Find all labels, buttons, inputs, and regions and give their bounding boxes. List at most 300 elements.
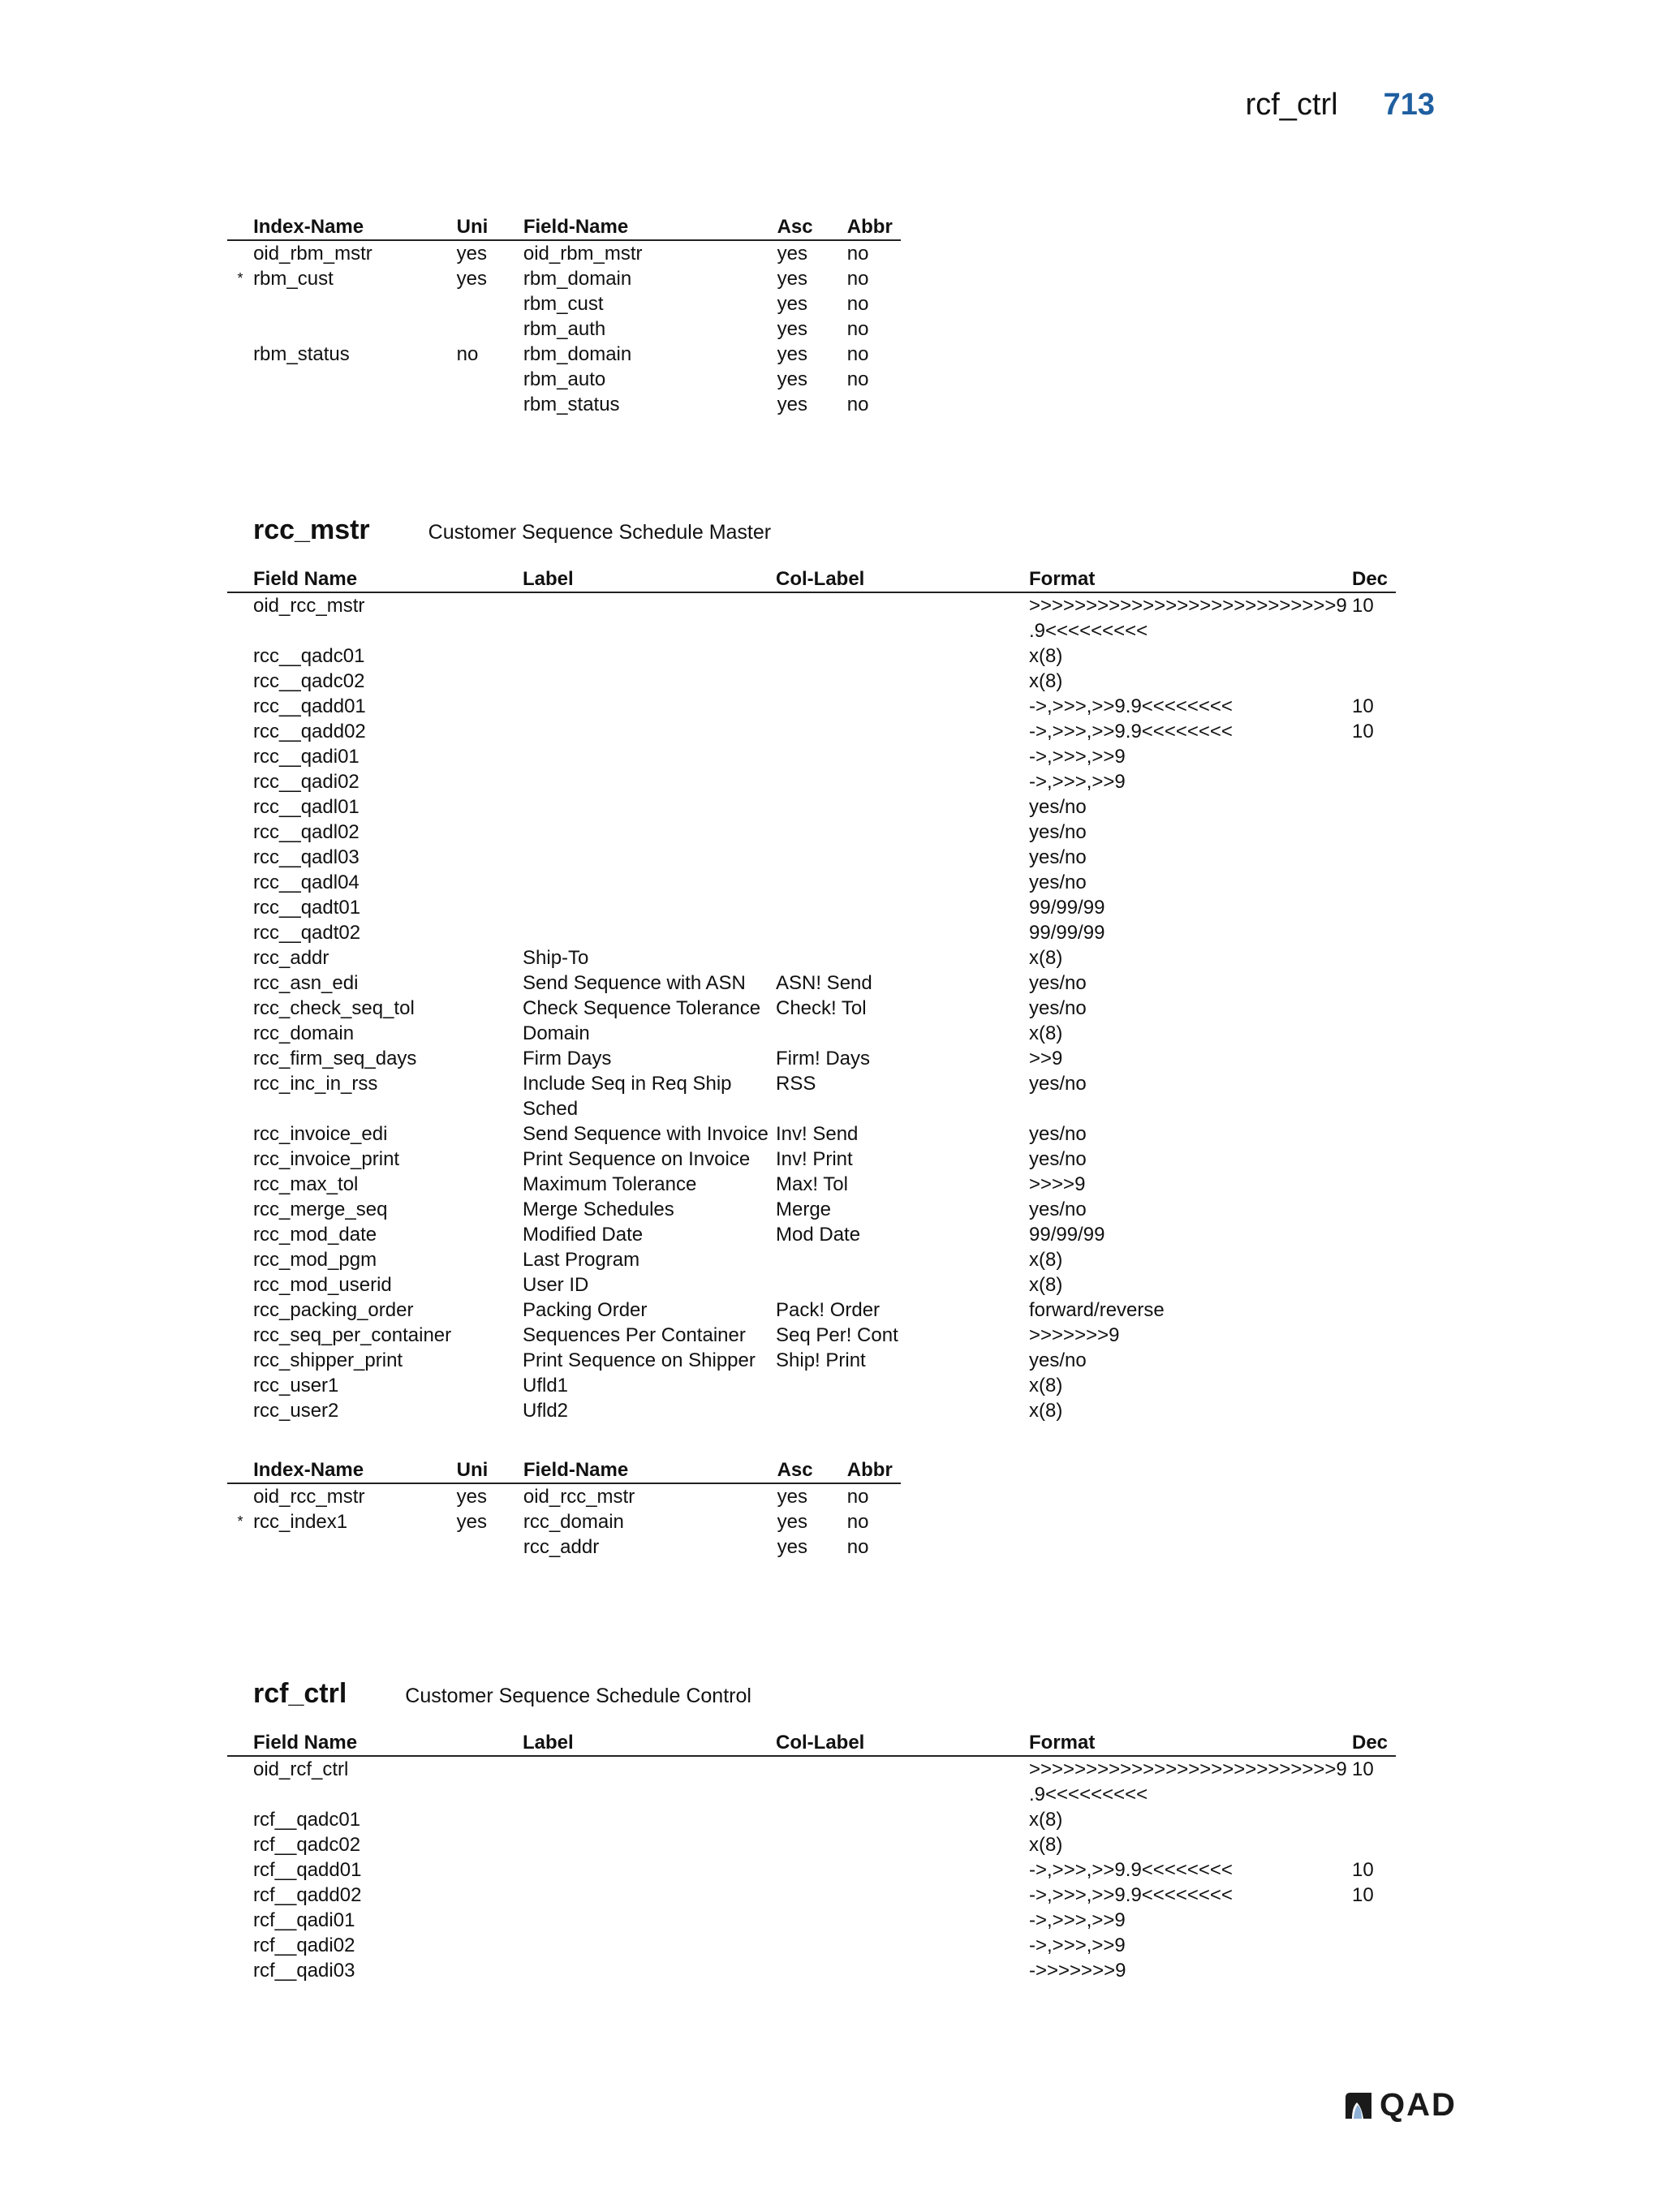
- marker-cell: [227, 1908, 253, 1933]
- format-cell: [1029, 592, 1352, 643]
- abbreviated-cell: no: [846, 368, 869, 390]
- col-label-cell: ASN! Send: [776, 972, 872, 994]
- marker-cell: [227, 719, 253, 744]
- column-header: Format: [1029, 566, 1352, 592]
- logo-text: QAD: [1380, 2087, 1457, 2123]
- format-text: ->,>>>,>>9: [1029, 1934, 1126, 1956]
- field-name-cell: rcc__qadd02: [253, 721, 366, 742]
- format-cell: [1029, 1046, 1352, 1071]
- format-text-continued: .9<<<<<<<<<: [1029, 1784, 1148, 1805]
- format-text: ->,>>>,>>9.9<<<<<<<<: [1029, 1884, 1233, 1906]
- label-cell: [523, 1807, 776, 1832]
- label-cell: [523, 870, 776, 895]
- decimals-cell: [1352, 1046, 1396, 1071]
- table-row: [227, 694, 1396, 719]
- table-row: [227, 1348, 1396, 1373]
- label-cell: [523, 719, 776, 744]
- field-name-cell: rcf__qadi03: [253, 1960, 355, 1982]
- format-text: yes/no: [1029, 1349, 1087, 1371]
- field-name-cell: rcc__qadl04: [253, 871, 360, 893]
- format-text: >>9: [1029, 1048, 1063, 1069]
- index-name-cell: [253, 392, 457, 417]
- table-row: [227, 1832, 1396, 1857]
- table-row: [227, 1172, 1396, 1197]
- marker-header: [227, 1730, 253, 1756]
- col-label-cell: [776, 1021, 1029, 1046]
- decimals-cell: [1352, 920, 1396, 945]
- format-text: x(8): [1029, 947, 1063, 969]
- col-label-cell: [776, 1857, 1029, 1883]
- format-cell: [1029, 1272, 1352, 1298]
- format-text: x(8): [1029, 670, 1063, 692]
- format-cell: [1029, 1756, 1352, 1807]
- col-label-cell: Pack! Order: [776, 1299, 881, 1321]
- field-name-cell: rcc_user2: [253, 1400, 339, 1422]
- ascending-cell: yes: [777, 268, 807, 290]
- decimals-cell: [1352, 1323, 1396, 1348]
- marker-header: [227, 566, 253, 592]
- field-name-cell: oid_rbm_mstr: [523, 243, 643, 265]
- decimals-cell: [1352, 669, 1396, 694]
- format-text: yes/no: [1029, 821, 1087, 843]
- index-table-rbm: [227, 214, 901, 417]
- marker-cell: [227, 1958, 253, 1983]
- label-cell: [523, 1908, 776, 1933]
- marker-cell: [227, 1172, 253, 1197]
- field-name-cell: rcc__qadc01: [253, 645, 365, 667]
- format-text: yes/no: [1029, 1148, 1087, 1170]
- abbreviated-cell: no: [846, 1511, 869, 1533]
- table-row: [227, 669, 1396, 694]
- qad-logo: [1342, 2087, 1457, 2124]
- format-cell: [1029, 1398, 1352, 1423]
- table-header-row: [227, 1457, 901, 1483]
- label-cell: Sequences Per Container: [523, 1324, 746, 1346]
- field-name-cell: rcc_check_seq_tol: [253, 997, 415, 1019]
- decimals-cell: [1352, 1807, 1396, 1832]
- format-text: >>>>9: [1029, 1173, 1086, 1195]
- format-text: forward/reverse: [1029, 1299, 1165, 1321]
- format-text: x(8): [1029, 645, 1063, 667]
- marker-cell: [227, 996, 253, 1021]
- col-label-cell: Firm! Days: [776, 1048, 870, 1069]
- col-label-cell: Mod Date: [776, 1224, 861, 1246]
- field-name-cell: rcc_addr: [523, 1536, 600, 1558]
- decimals-cell: [1352, 1398, 1396, 1423]
- marker-cell: [227, 1071, 253, 1121]
- field-name-cell: rcc_domain: [523, 1511, 624, 1533]
- ascending-cell: yes: [777, 368, 807, 390]
- label-cell: Send Sequence with ASN: [523, 972, 746, 994]
- col-label-cell: [776, 895, 1029, 920]
- field-name-cell: rbm_domain: [523, 268, 632, 290]
- decimals-cell: [1352, 1172, 1396, 1197]
- label-cell: [523, 895, 776, 920]
- label-cell: [523, 1756, 776, 1807]
- format-text: 99/99/99: [1029, 897, 1105, 919]
- table-title-rcf-ctrl: [253, 1678, 751, 1710]
- format-cell: [1029, 1323, 1352, 1348]
- marker-cell: [227, 1121, 253, 1147]
- table-row: [227, 643, 1396, 669]
- table-row: [227, 342, 901, 367]
- label-cell: [523, 1933, 776, 1958]
- format-text: yes/no: [1029, 871, 1087, 893]
- marker-cell: [227, 1373, 253, 1398]
- label-cell: [523, 1958, 776, 1983]
- label-cell: [523, 1832, 776, 1857]
- column-header: Col-Label: [776, 566, 1029, 592]
- table-row: [227, 1298, 1396, 1323]
- decimals-cell: 10: [1352, 595, 1374, 617]
- table-row: [227, 945, 1396, 970]
- primary-index-marker: [227, 342, 253, 367]
- decimals-cell: [1352, 1222, 1396, 1247]
- label-cell: [523, 769, 776, 794]
- marker-cell: [227, 920, 253, 945]
- col-label-cell: [776, 643, 1029, 669]
- table-row: [227, 1071, 1396, 1121]
- label-cell: Send Sequence with Invoice: [523, 1123, 769, 1145]
- marker-cell: [227, 1857, 253, 1883]
- marker-cell: [227, 1272, 253, 1298]
- abbreviated-cell: no: [846, 394, 869, 415]
- format-text: yes/no: [1029, 846, 1087, 868]
- marker-cell: [227, 1398, 253, 1423]
- field-name-cell: rcc_mod_pgm: [253, 1249, 377, 1271]
- label-cell: User ID: [523, 1274, 589, 1296]
- page-header: [1246, 88, 1435, 123]
- decimals-cell: [1352, 1348, 1396, 1373]
- decimals-cell: 10: [1352, 695, 1374, 717]
- decimals-cell: [1352, 1121, 1396, 1147]
- marker-cell: [227, 1348, 253, 1373]
- unique-cell: [457, 291, 523, 316]
- field-name-cell: rcc_max_tol: [253, 1173, 359, 1195]
- format-cell: [1029, 920, 1352, 945]
- format-text: x(8): [1029, 1375, 1063, 1396]
- table-description: Customer Sequence Schedule Master: [428, 521, 772, 544]
- format-cell: [1029, 1373, 1352, 1398]
- field-name-cell: rcc__qadd01: [253, 695, 366, 717]
- ascending-cell: yes: [777, 394, 807, 415]
- field-name-cell: oid_rcf_ctrl: [253, 1758, 349, 1780]
- label-cell: [523, 1883, 776, 1908]
- abbreviated-cell: no: [846, 318, 869, 340]
- format-text: x(8): [1029, 1834, 1063, 1856]
- abbreviated-cell: no: [846, 293, 869, 315]
- format-cell: [1029, 643, 1352, 669]
- unique-cell: [457, 316, 523, 342]
- decimals-cell: [1352, 643, 1396, 669]
- ascending-cell: yes: [777, 343, 807, 365]
- format-text: x(8): [1029, 1022, 1063, 1044]
- format-text: yes/no: [1029, 1073, 1087, 1095]
- decimals-cell: [1352, 1247, 1396, 1272]
- table-row: [227, 1883, 1396, 1908]
- format-text: yes/no: [1029, 1199, 1087, 1220]
- table-name: rcf_ctrl: [253, 1678, 347, 1709]
- table-row: [227, 392, 901, 417]
- decimals-cell: [1352, 820, 1396, 845]
- table-header-row: [227, 214, 901, 240]
- decimals-cell: [1352, 870, 1396, 895]
- ascending-cell: yes: [777, 1486, 807, 1508]
- column-header: Index-Name: [253, 1457, 457, 1483]
- table-row: [227, 996, 1396, 1021]
- marker-cell: [227, 643, 253, 669]
- table-row: [227, 1857, 1396, 1883]
- table-row: [227, 1933, 1396, 1958]
- col-label-cell: [776, 669, 1029, 694]
- format-cell: [1029, 945, 1352, 970]
- column-header: Asc: [777, 1457, 847, 1483]
- index-name-cell: oid_rbm_mstr: [253, 243, 372, 265]
- label-cell: Print Sequence on Shipper: [523, 1349, 756, 1371]
- format-text: ->,>>>,>>9: [1029, 1909, 1126, 1931]
- primary-index-marker: [227, 367, 253, 392]
- table-row: [227, 794, 1396, 820]
- marker-cell: [227, 970, 253, 996]
- format-cell: [1029, 895, 1352, 920]
- decimals-cell: [1352, 845, 1396, 870]
- format-text: ->,>>>,>>9.9<<<<<<<<: [1029, 695, 1233, 717]
- table-row: [227, 870, 1396, 895]
- field-name-cell: rcc_inc_in_rss: [253, 1073, 378, 1095]
- index-name-cell: oid_rcc_mstr: [253, 1486, 365, 1508]
- table-row: [227, 719, 1396, 744]
- unique-cell: [457, 1534, 523, 1560]
- table-row: [227, 820, 1396, 845]
- table-row: [227, 291, 901, 316]
- field-name-cell: rcc_mod_userid: [253, 1274, 392, 1296]
- format-text: yes/no: [1029, 796, 1087, 818]
- label-cell: Packing Order: [523, 1299, 648, 1321]
- format-cell: [1029, 744, 1352, 769]
- col-label-cell: [776, 694, 1029, 719]
- decimals-cell: [1352, 1832, 1396, 1857]
- format-text: x(8): [1029, 1249, 1063, 1271]
- format-cell: [1029, 1197, 1352, 1222]
- table-row: [227, 1147, 1396, 1172]
- decimals-cell: 10: [1352, 1859, 1374, 1881]
- field-name-cell: rcc_firm_seq_days: [253, 1048, 417, 1069]
- ascending-cell: yes: [777, 293, 807, 315]
- table-row: [227, 769, 1396, 794]
- primary-index-marker: *: [237, 270, 243, 286]
- column-header: Label: [523, 1730, 776, 1756]
- decimals-cell: [1352, 895, 1396, 920]
- format-cell: [1029, 1933, 1352, 1958]
- format-cell: [1029, 1247, 1352, 1272]
- marker-cell: [227, 1046, 253, 1071]
- field-name-cell: rcc__qadl02: [253, 821, 360, 843]
- format-text: x(8): [1029, 1400, 1063, 1422]
- field-name-cell: rbm_auth: [523, 318, 606, 340]
- col-label-cell: [776, 1958, 1029, 1983]
- label-cell: [523, 820, 776, 845]
- marker-cell: [227, 820, 253, 845]
- field-name-cell: rcf__qadc01: [253, 1809, 361, 1831]
- field-name-cell: rcc__qadt01: [253, 897, 361, 919]
- column-header: Dec: [1352, 566, 1396, 592]
- primary-index-marker: [227, 1534, 253, 1560]
- format-cell: [1029, 1348, 1352, 1373]
- format-text: ->,>>>,>>9: [1029, 771, 1126, 793]
- column-header: Abbr: [847, 1457, 901, 1483]
- page-number: 713: [1383, 88, 1435, 122]
- running-header-section: rcf_ctrl: [1245, 88, 1338, 122]
- table-row: [227, 1398, 1396, 1423]
- decimals-cell: [1352, 1933, 1396, 1958]
- label-cell: Check Sequence Tolerance: [523, 997, 761, 1019]
- marker-header: [227, 1457, 253, 1483]
- col-label-cell: [776, 769, 1029, 794]
- field-name-cell: rbm_auto: [523, 368, 606, 390]
- col-label-cell: Seq Per! Cont: [776, 1324, 898, 1346]
- col-label-cell: [776, 1883, 1029, 1908]
- label-cell: Modified Date: [523, 1224, 644, 1246]
- table-row: [227, 970, 1396, 996]
- label-cell: [523, 920, 776, 945]
- table-row: [227, 1908, 1396, 1933]
- abbreviated-cell: no: [846, 1486, 869, 1508]
- label-cell: [523, 1857, 776, 1883]
- format-text: ->,>>>,>>9: [1029, 746, 1126, 768]
- table-row: [227, 1756, 1396, 1807]
- field-name-cell: rcc_invoice_print: [253, 1148, 400, 1170]
- table-row: [227, 1021, 1396, 1046]
- primary-index-marker: *: [237, 1513, 243, 1530]
- primary-index-marker: [227, 1483, 253, 1509]
- field-name-cell: rcc__qadt02: [253, 922, 361, 944]
- table-row: [227, 592, 1396, 643]
- field-name-cell: rcc__qadl01: [253, 796, 360, 818]
- label-cell: Maximum Tolerance: [523, 1173, 697, 1195]
- unique-cell: no: [456, 343, 479, 365]
- col-label-cell: Inv! Print: [776, 1148, 853, 1170]
- field-name-cell: rcc_asn_edi: [253, 972, 359, 994]
- format-text: x(8): [1029, 1809, 1063, 1831]
- marker-cell: [227, 669, 253, 694]
- field-name-cell: rcc__qadl03: [253, 846, 360, 868]
- table-row: [227, 1046, 1396, 1071]
- table-row: [227, 367, 901, 392]
- table-row: [227, 1483, 901, 1509]
- index-name-cell: [253, 291, 457, 316]
- primary-index-marker: [227, 316, 253, 342]
- decimals-cell: [1352, 1197, 1396, 1222]
- format-text: 99/99/99: [1029, 922, 1105, 944]
- table-row: [227, 240, 901, 266]
- index-name-cell: [253, 367, 457, 392]
- col-label-cell: Inv! Send: [776, 1123, 859, 1145]
- col-label-cell: [776, 1398, 1029, 1423]
- column-header: Dec: [1352, 1730, 1396, 1756]
- format-cell: [1029, 1021, 1352, 1046]
- field-name-cell: rcf__qadi02: [253, 1934, 355, 1956]
- field-name-cell: rbm_status: [523, 394, 620, 415]
- marker-cell: [227, 1933, 253, 1958]
- label-cell: Merge Schedules: [523, 1199, 674, 1220]
- field-name-cell: rbm_cust: [523, 293, 604, 315]
- col-label-cell: RSS: [776, 1073, 816, 1095]
- column-header: Label: [523, 566, 776, 592]
- field-name-cell: rcc_domain: [253, 1022, 355, 1044]
- format-text: yes/no: [1029, 1123, 1087, 1145]
- column-header: Field Name: [253, 566, 523, 592]
- label-cell: Domain: [523, 1022, 590, 1044]
- marker-cell: [227, 744, 253, 769]
- label-cell: [523, 669, 776, 694]
- decimals-cell: [1352, 1147, 1396, 1172]
- decimals-cell: 10: [1352, 1758, 1374, 1780]
- col-label-cell: [776, 592, 1029, 643]
- marker-cell: [227, 1883, 253, 1908]
- table-header-row: [227, 1730, 1396, 1756]
- abbreviated-cell: no: [846, 243, 869, 265]
- table-row: [227, 1272, 1396, 1298]
- table-row: [227, 1323, 1396, 1348]
- decimals-cell: 10: [1352, 721, 1374, 742]
- format-cell: [1029, 1832, 1352, 1857]
- unique-cell: [457, 392, 523, 417]
- format-cell: [1029, 845, 1352, 870]
- ascending-cell: yes: [777, 1536, 807, 1558]
- table-row: [227, 1222, 1396, 1247]
- abbreviated-cell: no: [846, 268, 869, 290]
- index-name-cell: rcc_index1: [253, 1511, 348, 1533]
- table-row: [227, 316, 901, 342]
- decimals-cell: [1352, 769, 1396, 794]
- ascending-cell: yes: [777, 243, 807, 265]
- format-cell: [1029, 1807, 1352, 1832]
- table-name: rcc_mstr: [253, 514, 370, 545]
- ascending-cell: yes: [777, 1511, 807, 1533]
- marker-cell: [227, 1197, 253, 1222]
- marker-cell: [227, 1247, 253, 1272]
- marker-cell: [227, 1323, 253, 1348]
- format-text: yes/no: [1029, 972, 1087, 994]
- label-cell: [523, 744, 776, 769]
- decimals-cell: [1352, 1272, 1396, 1298]
- col-label-cell: [776, 1756, 1029, 1807]
- marker-cell: [227, 1807, 253, 1832]
- field-name-cell: rcc_packing_order: [253, 1299, 414, 1321]
- abbreviated-cell: no: [846, 1536, 869, 1558]
- marker-cell: [227, 794, 253, 820]
- table-row: [227, 895, 1396, 920]
- field-name-cell: rcc_mod_date: [253, 1224, 377, 1246]
- format-text: >>>>>>>>>>>>>>>>>>>>>>>>>>>9: [1029, 1758, 1347, 1780]
- label-cell: [523, 592, 776, 643]
- field-table-rcc-mstr: [227, 566, 1396, 1423]
- label-cell: [523, 845, 776, 870]
- col-label-cell: [776, 1272, 1029, 1298]
- unique-cell: [457, 367, 523, 392]
- field-name-cell: rcf__qadd01: [253, 1859, 362, 1881]
- decimals-cell: [1352, 945, 1396, 970]
- col-label-cell: [776, 1247, 1029, 1272]
- col-label-cell: [776, 1832, 1029, 1857]
- col-label-cell: [776, 870, 1029, 895]
- format-text: ->>>>>>>9: [1029, 1960, 1126, 1982]
- field-name-cell: rcf__qadi01: [253, 1909, 355, 1931]
- index-name-cell: rbm_status: [253, 343, 350, 365]
- table-header-row: [227, 566, 1396, 592]
- marker-cell: [227, 945, 253, 970]
- format-text: ->,>>>,>>9.9<<<<<<<<: [1029, 721, 1233, 742]
